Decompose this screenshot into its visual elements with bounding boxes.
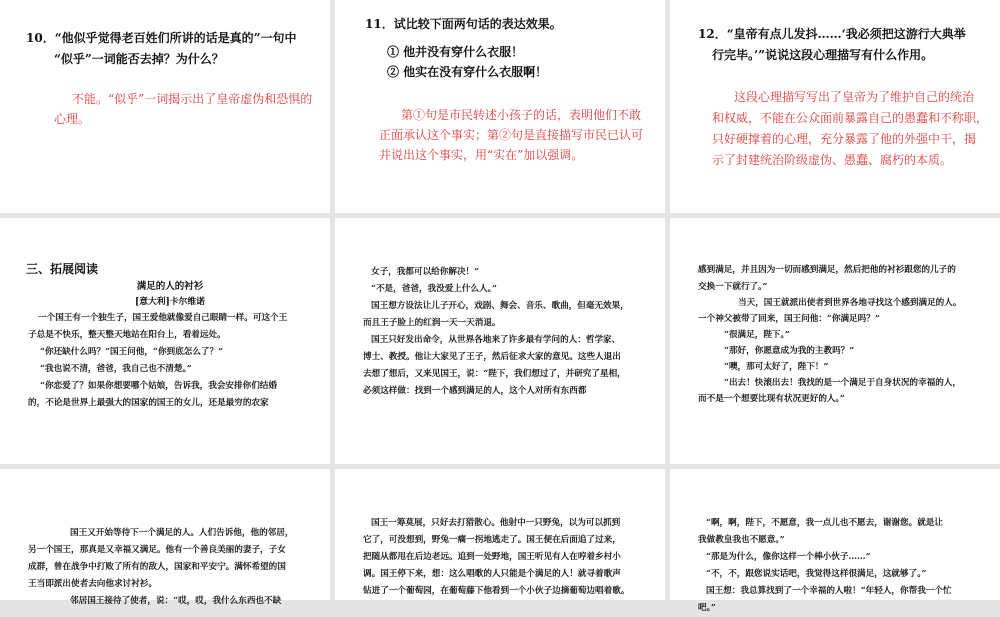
question-11: 11．试比较下面两句话的表达效果。 <box>365 17 562 31</box>
slide-reading-intro <box>0 218 330 464</box>
story-line: “很满足，陛下。” <box>724 330 790 340</box>
story-line: 国王又开始等待下一个满足的人。人们告诉他，他的邻居， <box>70 528 294 538</box>
question-10: 10．“他似乎觉得老百姓们所讲的话是真的”一句中 <box>26 31 297 45</box>
story-line: 感到满足，并且因为一切而感到满足，然后把他的衬衫跟您的儿子的 <box>698 265 956 275</box>
story-line: 而不是一个想要比现有状况更好的人。” <box>698 394 845 404</box>
story-line: “出去！快滚出去！我找的是一个满足于自身状况的幸福的人， <box>724 378 961 388</box>
story-line: 女子，我都可以给你解决！” <box>371 267 480 277</box>
slide-q10 <box>0 0 330 213</box>
story-line: 交换一下就行了。” <box>698 282 768 292</box>
answer-10-line2: 心理。 <box>54 112 91 126</box>
slide-reading-5 <box>335 469 665 600</box>
question-10-cont: “似乎”一词能否去掉？为什么？ <box>54 52 224 66</box>
story-line: “噢，那可太好了，陛下！” <box>724 362 829 372</box>
answer-11-line1: 第①句是市民转述小孩子的话，表明他们不敢 <box>401 108 642 122</box>
story-line: 而且王子脸上的红润一天一天消退。 <box>363 318 501 328</box>
slide-q11 <box>335 0 665 213</box>
story-line: “啊，啊，陛下，不愿意，我一点儿也不愿去，谢谢您。就是让 <box>706 518 943 528</box>
slide-reading-4 <box>0 469 330 606</box>
sentence-2: ② 他实在没有穿什么衣服啊！ <box>387 65 548 79</box>
story-line: 国王想方设法让儿子开心，戏剧、舞会、音乐、歌曲，但毫无效果， <box>371 301 629 311</box>
story-author: [意大利]卡尔维诺 <box>135 297 205 307</box>
story-line: “不是，爸爸，我没爱上什么人。” <box>371 284 497 294</box>
story-title: 满足的人的衬衫 <box>136 281 204 292</box>
story-line: 我做教皇我也不愿意。” <box>698 535 785 545</box>
story-line: 当天，国王就派出使者到世界各地寻找这个感到满足的人。 <box>738 298 962 308</box>
story-line: “那好，你愿意成为我的主教吗？” <box>724 346 855 356</box>
story-line: 博士、教授。他让大家见了王子，然后征求大家的意见。这些人退出 <box>363 352 621 362</box>
story-line: 另一个国王，那真是又幸福又满足。他有一个善良美丽的妻子，子女 <box>28 545 286 555</box>
story-line: 必须这样做：找到一个感到满足的人，这个人对所有东西都 <box>363 386 587 396</box>
story-line: 国王一筹莫展，只好去打猎散心。他射中一只野兔，以为可以抓到 <box>371 518 621 528</box>
answer-12-line2: 和权威，不能在公众面前暴露自己的愚蠢和不称职， <box>712 111 989 125</box>
question-12-cont: 行完毕。’”说说这段心理描写有什么作用。 <box>712 48 934 62</box>
story-line: 调。国王停下来，想：这么唱歌的人只能是个满足的人！就寻着歌声 <box>363 569 621 579</box>
story-line: 王当即派出使者去向他求讨衬衫。 <box>28 579 157 589</box>
slide-reading-3 <box>670 218 1000 464</box>
answer-11-line3: 并说出这个事实，用“实在”加以强调。 <box>379 148 584 162</box>
story-line: 国王只好发出命令，从世界各地来了许多最有学问的人：哲学家、 <box>371 335 621 345</box>
answer-12-line4: 示了封建统治阶级虚伪、愚蠢、腐朽的本质。 <box>712 153 953 167</box>
story-line: 一个神父被带了回来，国王问他：“你满足吗？” <box>698 314 880 324</box>
story-line: 的，不论是世界上最强大的国家的国王的女儿，还是最穷的农家 <box>28 398 269 408</box>
story-line: “不，不，跟您说实话吧，我觉得这样很满足，这就够了。” <box>706 569 927 579</box>
story-line: 子总是不快乐，整天整天地站在阳台上，看着远处。 <box>28 330 226 340</box>
section-heading: 三、拓展阅读 <box>26 262 99 276</box>
story-line: 把随从都甩在后边老远。追到一处野地，国王听见有人在哼着乡村小 <box>363 552 621 562</box>
answer-12-line3: 只好硬撑着的心理，充分暴露了他的外强中干，揭 <box>712 132 977 146</box>
story-line: 国王想：我总算找到了一个幸福的人啦！“年轻人，你帮我一个忙 <box>706 586 952 596</box>
slide-q12 <box>670 0 1000 213</box>
sentence-1: ① 他并没有穿什么衣服！ <box>387 45 524 59</box>
story-line: 吧。” <box>698 603 716 613</box>
question-12: 12．“皇帝有点儿发抖……‘我必须把这游行大典举 <box>698 27 966 41</box>
story-line: “你恋爱了？如果你想要哪个姑娘，告诉我，我会安排你们结婚 <box>40 381 277 391</box>
story-line: 邻居国王接待了使者，说：“哎，哎，我什么东西也不缺 <box>70 596 282 606</box>
answer-10-line1: 不能。“似乎”一词揭示出了皇帝虚伪和恐惧的 <box>72 92 313 106</box>
story-line: 成群，曾在战争中打败了所有的敌人，国家和平安宁。满怀希望的国 <box>28 562 286 572</box>
slide-reading-2 <box>335 218 665 464</box>
answer-12-line1: 这段心理描写写出了皇帝为了维护自己的统治 <box>734 90 975 104</box>
story-line: “我也说不清，爸爸，我自己也不清楚。” <box>40 364 192 374</box>
slide-reading-6 <box>670 469 1000 613</box>
story-line: 一个国王有一个独生子，国王爱他就像爱自己眼睛一样。可这个王 <box>38 313 288 323</box>
story-line: “你还缺什么吗？”国王问他，“你到底怎么了？” <box>40 347 224 357</box>
story-line: 去想了想后，又来见国王，说：“陛下，我们想过了，并研究了星相， <box>363 369 626 379</box>
answer-11-line2: 正面承认这个事实；第②句是直接描写市民已认可 <box>379 128 644 142</box>
story-line: “那是为什么，像你这样一个棒小伙子……” <box>706 552 871 562</box>
story-line: 它了，可没想到，野兔一瘸一拐地逃走了。国王便在后面追了过来， <box>363 535 621 545</box>
story-line: 钻进了一个葡萄园，在葡萄藤下他看到一个小伙子边摘葡萄边唱着歌。 <box>363 586 630 596</box>
